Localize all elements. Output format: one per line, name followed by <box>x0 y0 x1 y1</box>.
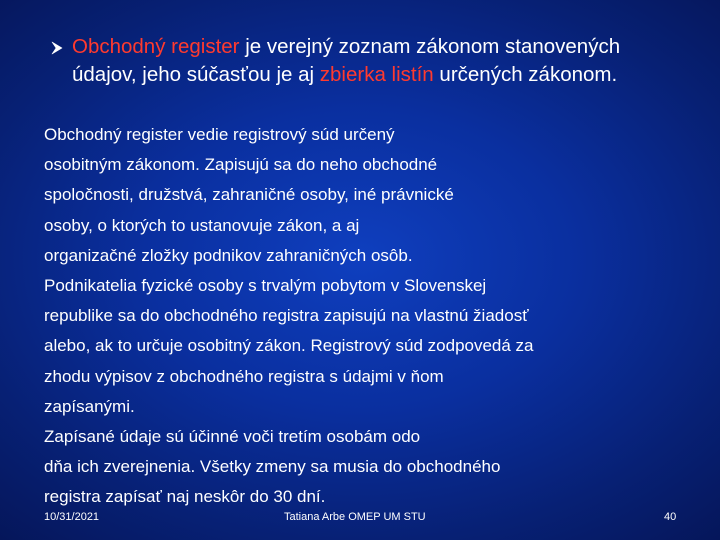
footer-date: 10/31/2021 <box>44 511 100 523</box>
body-line: Zapísané údaje sú účinné voči tretím osobám odo <box>44 427 421 447</box>
body-line: Obchodný register vedie registrový súd určený <box>44 125 395 144</box>
bullet-text <box>72 33 685 89</box>
arrow-bullet-icon <box>51 41 63 55</box>
body-line: organizačné zložky podnikov zahraničných osôb. <box>44 245 413 265</box>
bullet-highlight-register: Obchodný register <box>72 35 240 58</box>
body-line: zhodu výpisov z obchodného registra s údajmi v ňom <box>44 366 444 386</box>
body-paragraph <box>44 120 684 513</box>
body-line: republike sa do obchodného registra zapisujú na vlastnú žiadosť <box>44 306 529 326</box>
bullet-item <box>45 33 685 89</box>
bullet-text-part: je verejný zoznam zákonom stanovených údajov, jeho súčasťou je aj <box>72 35 621 86</box>
bullet-text-end: určených zákonom. <box>433 63 618 86</box>
bullet-highlight-zbierka: zbierka listín <box>319 63 434 86</box>
body-line: osobitným zákonom. Zapisujú sa do neho obchodné <box>44 155 438 175</box>
body-line: osoby, o ktorých to ustanovuje zákon, a aj <box>44 215 360 235</box>
body-line: alebo, ak to určuje osobitný zákon. Registrový súd zodpovedá za <box>44 336 534 356</box>
body-line: registra zapísať naj neskôr do 30 dní. <box>44 487 326 507</box>
body-line: spoločnosti, družstvá, zahraničné osoby, iné právnické <box>44 185 454 205</box>
slide-number: 40 <box>664 511 677 523</box>
body-line: dňa ich zverejnenia. Všetky zmeny sa musia do obchodného <box>44 457 501 477</box>
body-line: zapísanými. <box>44 396 135 416</box>
footer-author: Tatiana Arbe OMEP UM STU <box>284 511 426 523</box>
body-line: Podnikatelia fyzické osoby s trvalým pobytom v Slovenskej <box>44 276 487 296</box>
